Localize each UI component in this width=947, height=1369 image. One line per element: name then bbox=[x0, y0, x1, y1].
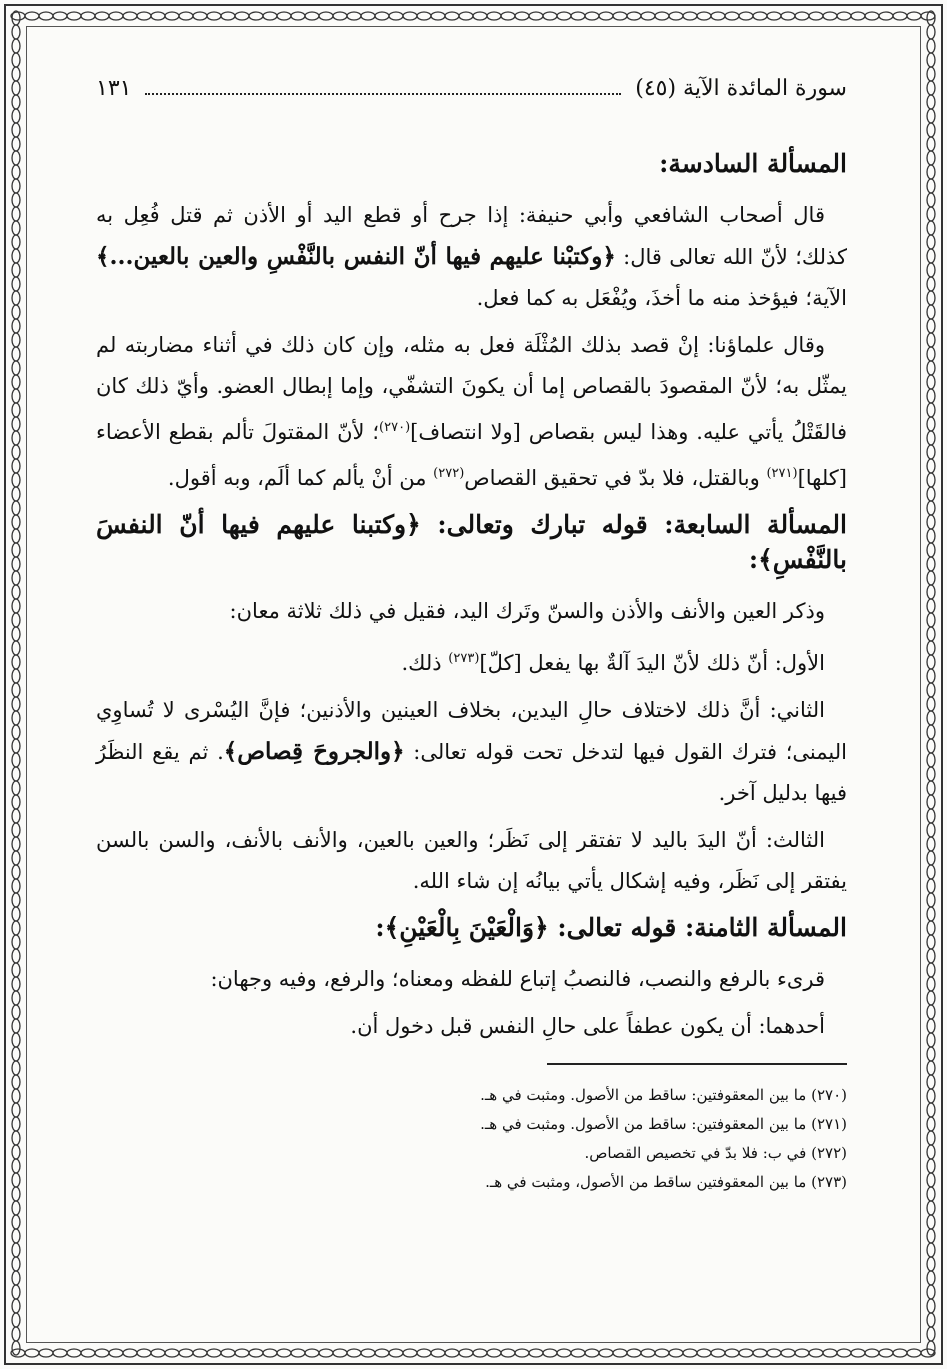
section-heading-8 bbox=[96, 910, 847, 945]
paragraph-text: وقال علماؤنا: إنْ قصد بذلك المُثْلَة فعل به مثله، وإن كان ذلك في أثناء مضاربته لم يمثّل به؛ لأنّ المقصودَ بالقصاص إما أن يكونَ التشفّي، وإما إبطال العضو. وأيّ ذلك كان فالقَتْلُ يأتي عليه. وهذا ليس بقصاص [ولا انتصاف] bbox=[96, 333, 847, 444]
header-title: سورة المائدة الآية (٤٥) bbox=[635, 76, 847, 101]
quran-quote: ﴿والجروحَ قِصاص﴾ bbox=[223, 738, 405, 765]
paragraph-text: ذلك. bbox=[401, 651, 449, 675]
paragraph-text: ؛ لأنّ المقتولَ تألم بقطع الأعضاء [كلها] bbox=[96, 420, 847, 490]
footnote: (٢٧٠) ما بين المعقوفتين: ساقط من الأصول. ومثبت في هـ. bbox=[480, 1086, 847, 1104]
quran-quote: ﴿وكتبنا عليهم فيها أنّ النفسَ بالنَّفْسِ﴾ bbox=[96, 510, 847, 574]
paragraph: أحدهما: أن يكون عطفاً على حالِ النفس قبل دخول أن. bbox=[350, 1014, 825, 1038]
section-heading-7 bbox=[96, 507, 847, 577]
footnote-ref: (٢٧٣) bbox=[448, 651, 480, 666]
footnote-ref: (٢٧٠) bbox=[379, 420, 411, 435]
footnote-ref: (٢٧٢) bbox=[433, 466, 465, 481]
page-number: ١٣١ bbox=[96, 76, 132, 101]
footnote-separator bbox=[547, 1063, 847, 1065]
paragraph bbox=[96, 325, 847, 499]
border-ornament-top bbox=[10, 8, 937, 24]
page-content bbox=[96, 72, 847, 1319]
footnotes bbox=[96, 1081, 847, 1197]
paragraph-text: من أنْ يألم كما ألَم، وبه أقول. bbox=[167, 466, 434, 490]
section-heading-6: المسألة السادسة: bbox=[659, 149, 847, 178]
border-ornament-bottom bbox=[10, 1345, 937, 1361]
paragraph: وذكر العين والأنف والأذن والسنّ وتَرك اليد، فقيل في ذلك ثلاثة معان: bbox=[229, 599, 825, 623]
paragraph bbox=[96, 195, 847, 319]
header-leader-dots bbox=[145, 92, 621, 95]
paragraph bbox=[96, 690, 847, 814]
footnote-ref: (٢٧١) bbox=[766, 466, 798, 481]
footnote: (٢٧١) ما بين المعقوفتين: ساقط من الأصول. ومثبت في هـ. bbox=[480, 1115, 847, 1133]
heading-colon: : bbox=[748, 545, 759, 574]
heading-colon: : bbox=[375, 913, 385, 942]
paragraph-text: . ثم يقع النظَرُ فيها بدليل آخر. bbox=[96, 740, 847, 805]
paragraph: الثالث: أنّ اليدَ باليد لا تفتقر إلى نَظَر؛ والعين بالعين، والأنف بالأنف، والسن بالسن يفتقر إلى نَظَر، وفيه إشكال يأتي بيانُه إن شاء الله. bbox=[96, 828, 847, 893]
footnote: (٢٧٢) في ب: فلا بدّ في تخصيص القصاص. bbox=[584, 1144, 847, 1162]
heading-text: المسألة السابعة: قوله تبارك وتعالى: bbox=[420, 510, 847, 539]
heading-text: المسألة الثامنة: قوله تعالى: bbox=[548, 913, 847, 942]
running-header bbox=[96, 76, 847, 110]
paragraph-text: الآية؛ فيؤخذ منه ما أخذَ، ويُفْعَل به كما فعل. bbox=[476, 286, 847, 310]
paragraph-text: قال أصحاب الشافعي وأبي حنيفة: إذا جرح أو قطع اليد أو الأذن ثم قتل فُعِل به كذلك؛ لأنّ الله تعالى قال: bbox=[96, 203, 847, 269]
paragraph: قرىء بالرفع والنصب، فالنصبُ إتباع للفظه ومعناه؛ والرفع، وفيه وجهان: bbox=[210, 967, 825, 991]
paragraph-text: وبالقتل، فلا بدّ في تحقيق القصاص bbox=[464, 466, 767, 490]
quran-quote: ﴿وكتبْنا عليهم فيها أنّ النفس بالنَّفْسِ والعين بالعين...﴾ bbox=[96, 243, 616, 270]
quran-quote: ﴿وَالْعَيْنَ بِالْعَيْنِ﴾ bbox=[384, 913, 549, 942]
paragraph bbox=[96, 638, 847, 684]
footnote: (٢٧٣) ما بين المعقوفتين ساقط من الأصول، ومثبت في هـ. bbox=[485, 1173, 847, 1191]
paragraph-text: الأول: أنّ ذلك لأنّ اليدَ آلةٌ بها يفعل [كلّ] bbox=[479, 651, 825, 675]
border-ornament-left bbox=[8, 10, 24, 1359]
paragraph-text: الثاني: أنَّ ذلك لاختلاف حالِ اليدين، بخلاف العينين والأذنين؛ فإنَّ اليُسْرى لا تُساوِي اليمنى؛ فترك القول فيها لتدخل تحت قوله تعالى: bbox=[96, 698, 847, 764]
border-ornament-right bbox=[923, 10, 939, 1359]
